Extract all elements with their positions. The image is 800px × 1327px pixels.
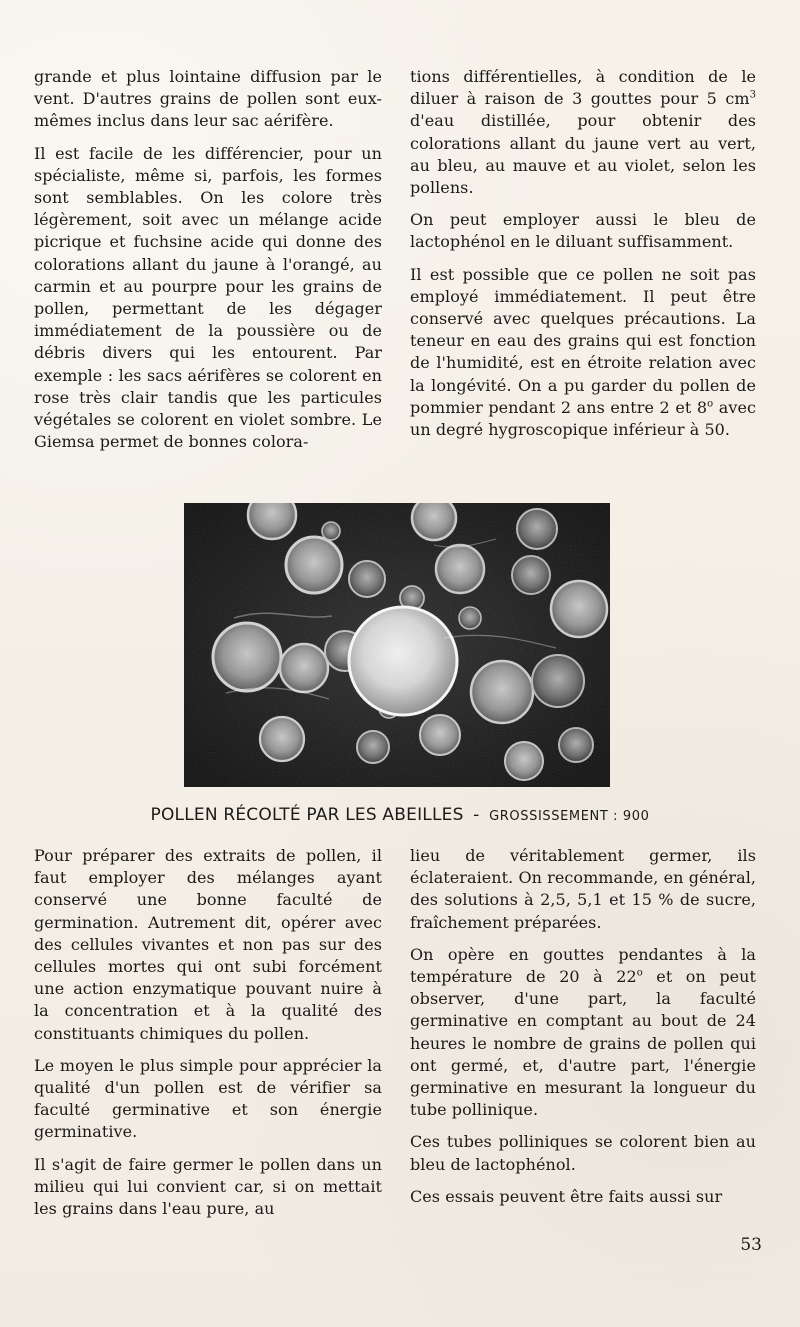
pollen-micrograph-image [184, 503, 610, 787]
text-segment: Il est possible que ce pollen ne soit pas employé immédiatement. Il peut être conservé avec quelques précautions. La teneur en eau des grains qui est fonction de l'humidité, est en étroite relation avec la longévité. On a pu garder du pollen de pommier pendant 2 ans entre 2 et 8 [410, 264, 756, 417]
paragraph: Il est facile de les différencier, pour un spécialiste, même si, parfois, les formes sont semblables. On les colore très légèrement, soit avec un mélange acide picrique et fuchsine acide qui donne des colorations allant du jaune à l'orangé, au carmin et au pourpre pour les grains de pollen, permettant de les dégager immédiatement de la poussière ou de débris divers qui les entourent. Par exemple : les sacs aérifères se colorent en rose très clair tandis que les particules végétales se colorent en violet sombre. Le Giemsa permet de bonnes colora- [34, 143, 382, 452]
paragraph: Il s'agit de faire germer le pollen dans un milieu qui lui convient car, si on mettait les grains dans l'eau pure, au [34, 1154, 382, 1219]
superscript: o [636, 967, 643, 979]
paragraph: grande et plus lointaine diffusion par le vent. D'autres grains de pollen sont eux-mêmes inclus dans leur sac aérifère. [34, 67, 382, 131]
superscript: o [707, 398, 714, 410]
page-number: 53 [740, 1235, 762, 1255]
caption-magnification: GROSSISSEMENT : 900 [489, 809, 650, 824]
superscript: 3 [749, 89, 756, 101]
paragraph: On peut employer aussi le bleu de lactophénol en le diluant suffisamment. [410, 210, 756, 252]
bottom-right-column [410, 845, 756, 1208]
paragraph [410, 264, 756, 442]
paragraph [410, 66, 756, 199]
text-segment: On opère en gouttes pendantes à la température de 20 à 22 [410, 944, 756, 987]
paragraph: Pour préparer des extraits de pollen, il faut employer des mélanges ayant conservé une bonne faculté de germination. Autrement dit, opérer avec des cellules vivantes et non pas sur des cellules mortes qui ont subi forcément une action enzymatique pouvant nuire à la concentration et à la qualité des constituants chimiques du pollen. [34, 846, 382, 1043]
text-segment: d'eau distillée, pour obtenir des colorations allant du jaune vert au vert, au bleu, au mauve et au violet, selon les pollens. [410, 111, 756, 198]
pollen-micrograph [184, 503, 610, 787]
paragraph: Ces essais peuvent être faits aussi sur [410, 1186, 723, 1206]
film-grain-overlay [184, 503, 610, 787]
bottom-left-column [34, 845, 382, 1220]
figure-caption [0, 805, 800, 825]
paragraph: Ces tubes polliniques se colorent bien au bleu de lactophénol. [410, 1132, 756, 1174]
top-left-column [34, 66, 382, 453]
caption-separator: - [473, 805, 480, 825]
text-segment: avec un degré hygroscopique inférieur à 50. [410, 397, 756, 440]
paragraph: lieu de véritablement germer, ils éclateraient. On recommande, en général, des solutions à 2,5, 5,1 et 15 % de sucre, fraîchement préparées. [410, 846, 756, 932]
paragraph [410, 944, 756, 1122]
paragraph: Le moyen le plus simple pour apprécier la qualité d'un pollen est de vérifier sa faculté germinative et son énergie germinative. [34, 1055, 382, 1142]
text-segment: tions différentielles, à condition de le diluer à raison de 3 gouttes pour 5 cm [410, 67, 756, 109]
top-right-column [410, 66, 756, 441]
caption-main: POLLEN RÉCOLTÉ PAR LES ABEILLES [150, 805, 464, 825]
text-segment: et on peut observer, d'une part, la faculté germinative en comptant au bout de 24 heures le nombre de grains de pollen qui ont germé, et, d'autre part, l'énergie germinative en mesurant la longueur du tube pollinique. [410, 967, 756, 1120]
